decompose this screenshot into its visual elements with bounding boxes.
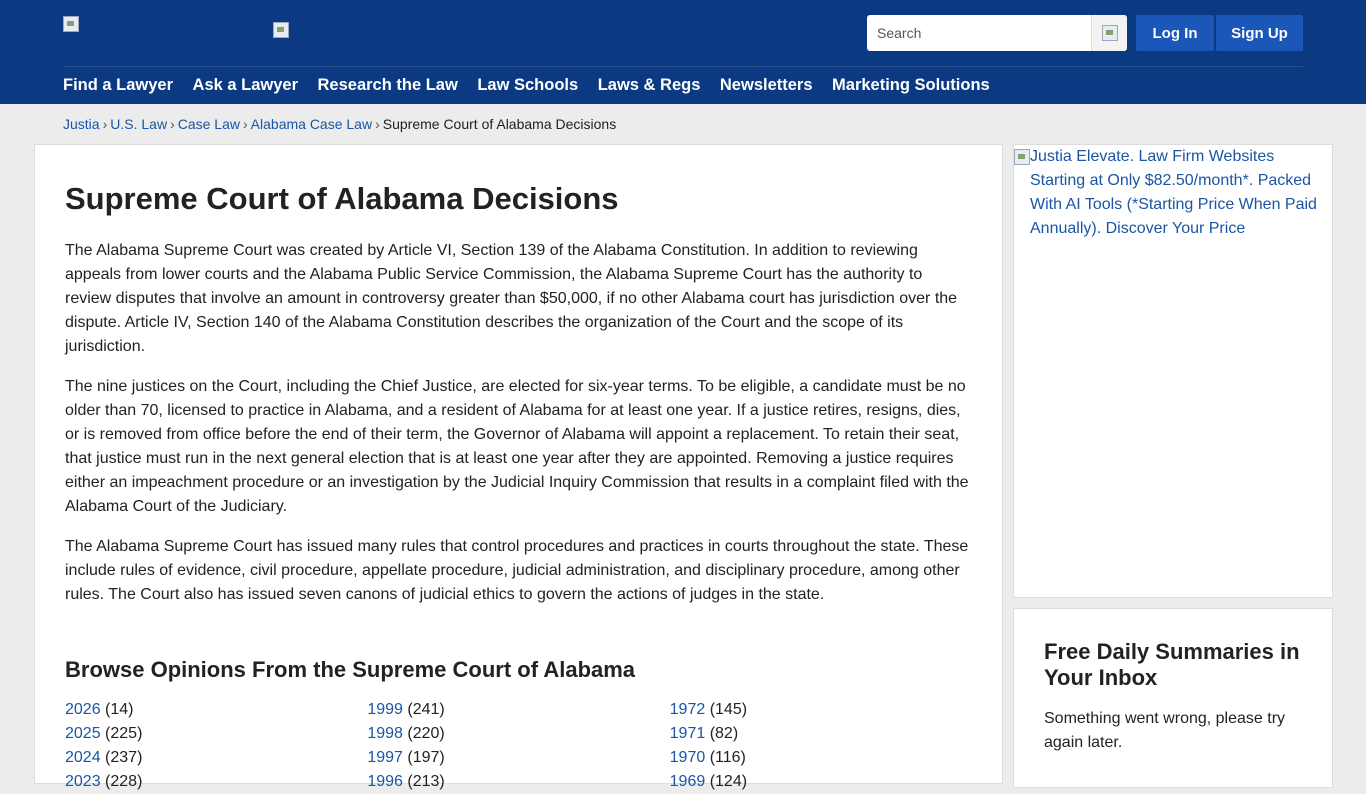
- nav-divider: [63, 66, 1303, 67]
- year-count: (197): [407, 749, 445, 766]
- browse-opinions-heading: Browse Opinions From the Supreme Court of Alabama: [65, 657, 636, 682]
- year-count: (124): [709, 773, 748, 790]
- page-title: Supreme Court of Alabama Decisions: [65, 181, 619, 216]
- year-count: (14): [105, 701, 134, 718]
- year-column: [65, 698, 367, 794]
- year-row: [670, 746, 972, 770]
- summaries-heading: Free Daily Summaries in Your Inbox: [1044, 639, 1300, 690]
- year-row: [367, 698, 669, 722]
- nav-laws-regs[interactable]: Laws & Regs: [597, 76, 701, 94]
- secondary-logo-image[interactable]: [273, 22, 289, 38]
- ad-image-alt[interactable]: [1014, 145, 1332, 241]
- search-input[interactable]: [867, 15, 1091, 51]
- year-count: (225): [105, 725, 143, 742]
- ad-alt-text: Justia Elevate. Law Firm Websites Starting at Only $82.50/month*. Packed With AI Tools (*Starting Price When Paid Annually). Discover Your Price: [1030, 148, 1317, 237]
- breadcrumb-us-law[interactable]: U.S. Law: [110, 116, 168, 132]
- year-list: [65, 698, 972, 794]
- intro-paragraph-3: The Alabama Supreme Court has issued many rules that control procedures and practices in courts throughout the state. These include rules of evidence, civil procedure, appellate procedure, judicial administration, and disciplinary procedure, among other rules. The Court also has issued seven canons of judicial ethics to govern the actions of judges in the state.: [65, 538, 969, 603]
- year-link[interactable]: 1969: [669, 773, 706, 790]
- year-count: (220): [407, 725, 445, 742]
- breadcrumb-case-law[interactable]: Case Law: [177, 116, 240, 132]
- broken-image-icon: [1014, 149, 1030, 165]
- year-row: [670, 722, 972, 746]
- breadcrumb-separator: ›: [170, 116, 175, 132]
- search-button[interactable]: [1091, 15, 1127, 51]
- nav-law-schools[interactable]: Law Schools: [477, 76, 579, 94]
- year-link[interactable]: 1998: [367, 725, 403, 742]
- year-count: (241): [407, 701, 445, 718]
- breadcrumb-separator: ›: [375, 116, 380, 132]
- year-link[interactable]: 1971: [669, 725, 706, 742]
- breadcrumb-current: Supreme Court of Alabama Decisions: [382, 116, 617, 132]
- nav-research-the-law[interactable]: Research the Law: [317, 76, 458, 94]
- year-count: (145): [709, 701, 748, 718]
- year-row: [367, 746, 669, 770]
- year-row: [367, 770, 669, 794]
- year-column: [367, 698, 669, 794]
- breadcrumb-alabama-case-law[interactable]: Alabama Case Law: [250, 116, 373, 132]
- daily-summaries-box: [1013, 608, 1333, 788]
- year-link[interactable]: 1972: [669, 701, 706, 718]
- year-count: (213): [407, 773, 445, 790]
- search-icon: [1102, 25, 1118, 41]
- nav-find-a-lawyer[interactable]: Find a Lawyer: [63, 76, 174, 94]
- year-link[interactable]: 2024: [65, 749, 101, 766]
- year-row: [65, 698, 367, 722]
- nav-marketing-solutions[interactable]: Marketing Solutions: [832, 76, 990, 94]
- breadcrumb-justia[interactable]: Justia: [63, 116, 100, 132]
- nav-newsletters[interactable]: Newsletters: [719, 76, 813, 94]
- year-link[interactable]: 2023: [65, 773, 101, 790]
- main-content: [34, 144, 1003, 790]
- year-count: (82): [709, 725, 739, 742]
- login-button[interactable]: Log In: [1136, 15, 1214, 51]
- year-row: [670, 698, 972, 722]
- year-column: [670, 698, 972, 794]
- year-row: [65, 770, 367, 794]
- site-header: [0, 0, 1366, 104]
- summaries-error-message: Something went wrong, please try again later.: [1044, 710, 1286, 751]
- year-link[interactable]: 1970: [669, 749, 706, 766]
- year-link[interactable]: 2026: [65, 701, 101, 718]
- year-count: (237): [105, 749, 143, 766]
- year-link[interactable]: 1996: [367, 773, 403, 790]
- breadcrumb-separator: ›: [102, 116, 108, 132]
- year-link[interactable]: 1997: [367, 749, 403, 766]
- signup-button[interactable]: Sign Up: [1216, 15, 1303, 51]
- breadcrumb-separator: ›: [243, 116, 248, 132]
- year-row: [65, 746, 367, 770]
- year-row: [367, 722, 669, 746]
- sidebar-ad[interactable]: [1013, 144, 1333, 598]
- breadcrumb: [63, 116, 616, 132]
- year-link[interactable]: 1999: [367, 701, 403, 718]
- justia-logo-image[interactable]: [63, 16, 79, 32]
- nav-ask-a-lawyer[interactable]: Ask a Lawyer: [192, 76, 299, 94]
- year-count: (116): [709, 749, 746, 766]
- main-nav: [63, 75, 990, 95]
- year-count: (228): [105, 773, 143, 790]
- year-link[interactable]: 2025: [65, 725, 101, 742]
- intro-paragraph-1: The Alabama Supreme Court was created by Article VI, Section 139 of the Alabama Constitution. In addition to reviewing appeals from lower courts and the Alabama Public Service Commission, the Alabama Supreme Court has the authority to review disputes that involve an amount in controversy greater than $50,000, if no other Alabama court has jurisdiction over the dispute. Article IV, Section 140 of the Alabama Constitution describes the organization of the Court and the scope of its jurisdiction.: [65, 242, 958, 355]
- intro-paragraph-2: The nine justices on the Court, including the Chief Justice, are elected for six-year terms. To be eligible, a candidate must be no older than 70, licensed to practice in Alabama, and a resident of Alabama for at least one year. If a justice retires, resigns, dies, or is removed from office before the end of their term, the Governor of Alabama will appoint a replacement. To retain their seat, that justice must run in the next general election that is at least one year after they are appointed. Removing a justice requires either an impeachment procedure or an investigation by the Judicial Inquiry Commission that results in a complaint filed with the Alabama Court of the Judiciary.: [65, 378, 969, 515]
- year-row: [65, 722, 367, 746]
- search-box: [867, 15, 1127, 51]
- year-row: [670, 770, 972, 794]
